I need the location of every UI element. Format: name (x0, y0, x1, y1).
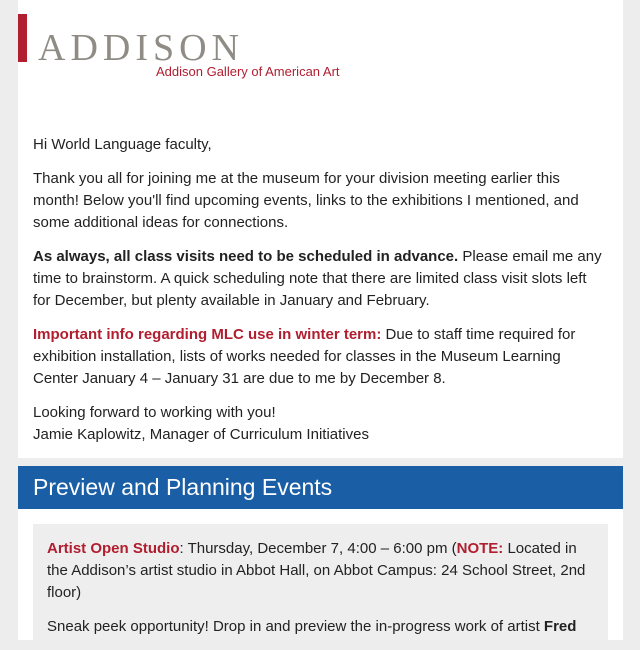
logo-accent-bar (18, 14, 27, 62)
addison-logo-subtitle[interactable]: Addison Gallery of American Art (156, 64, 340, 79)
mlc-paragraph (33, 324, 603, 390)
intro-paragraph: Thank you all for joining me at the museum for your division meeting earlier this month! Below you'll find upcoming events, links to the exhibitions I mentioned, and some additional ideas for connections. (33, 170, 579, 231)
email-message (33, 134, 603, 458)
event-title[interactable]: Artist Open Studio (47, 540, 180, 557)
greeting: Hi World Language faculty, (33, 136, 212, 153)
event-description (47, 616, 597, 638)
event-colon: : (179, 540, 188, 557)
signature: Jamie Kaplowitz, Manager of Curriculum Initiatives (33, 426, 369, 443)
mlc-important-label: Important info regarding MLC use in winter term: (33, 326, 382, 343)
addison-logo-wordmark[interactable]: ADDISON (38, 27, 244, 69)
mlc-text: Due to staff time required for exhibition installation, lists of works needed for classes in the Museum Learning Center January 4 – January 31 are due to me by December 8. (33, 326, 576, 387)
event-artist-name: Fred (543, 618, 577, 635)
section-header-preview-planning: Preview and Planning Events (18, 466, 623, 509)
scheduling-text: Please email me any time to brainstorm. A quick scheduling note that there are limited class visit slots left for December, but plenty available in January and February. (33, 248, 602, 309)
event-desc-text: Sneak peek opportunity! Drop in and preview the in-progress work of artist (47, 618, 544, 635)
event-when: Thursday, December 7, 4:00 – 6:00 pm ( (187, 540, 457, 557)
closing-line: Looking forward to working with you! (33, 404, 276, 421)
scheduling-emphasis: As always, all class visits need to be scheduled in advance. (33, 248, 459, 265)
event-note-label: NOTE: (456, 540, 504, 557)
event-note-text: Located in the Addison’s artist studio in Abbot Hall, on Abbot Campus: 24 School Street, 2nd floor) (47, 540, 586, 601)
event-heading (47, 538, 597, 604)
sign-off (33, 402, 603, 446)
scheduling-paragraph (33, 246, 603, 312)
event-artist-open-studio (47, 538, 597, 650)
